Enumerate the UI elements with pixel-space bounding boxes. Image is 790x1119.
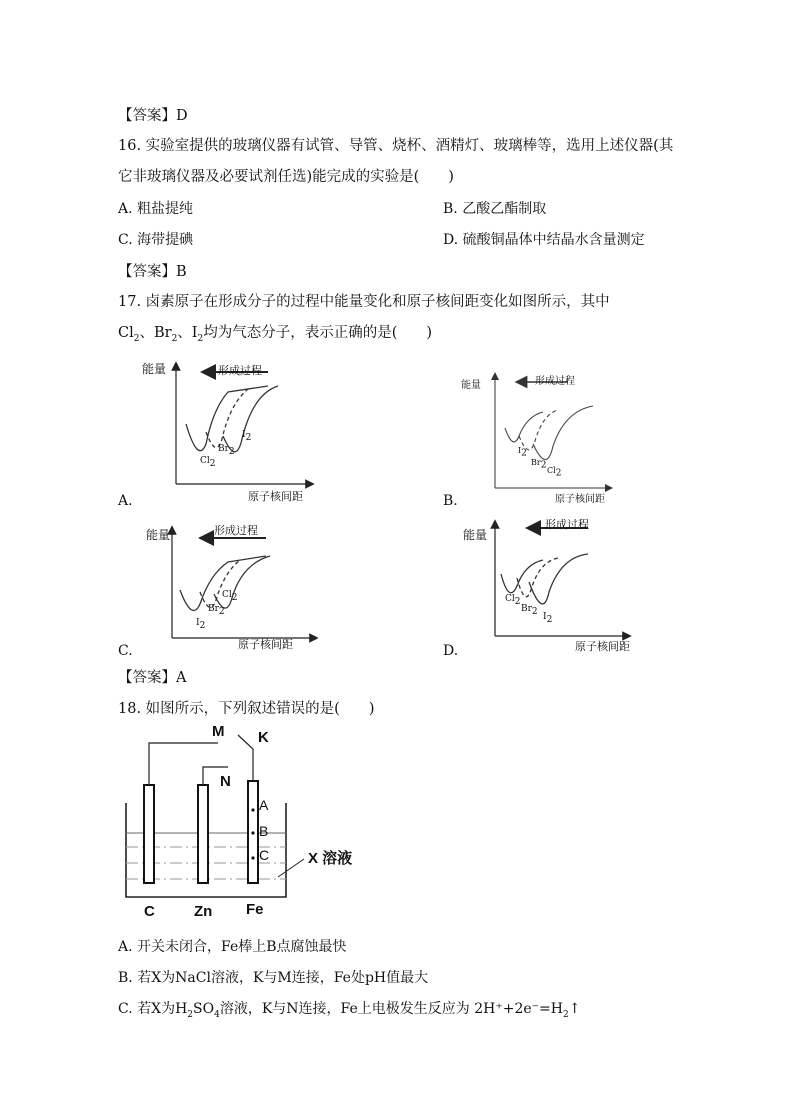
q16-line1: 16. 实验室提供的玻璃仪器有试管、导管、烧杯、酒精灯、玻璃棒等，选用上述仪器(其 xyxy=(118,138,674,154)
label-electrode-fe: Fe xyxy=(246,901,264,918)
q16-answer: 【答案】B xyxy=(118,264,187,280)
graph-b-xlabel: 原子核间距 xyxy=(555,494,605,505)
q18-option-c: C. 若X为$H_2SO_4$溶液，K与N连接，Fe上电极发生反应为 $2H^++2e^-=H_2↑$ xyxy=(118,1001,581,1020)
label-electrode-zn: Zn xyxy=(194,903,213,920)
curve-i2 xyxy=(505,412,543,442)
graph-d-ylabel: 能量 xyxy=(463,528,488,542)
curve-cl2 xyxy=(186,386,268,451)
graph-a-i2: $I_2$ xyxy=(242,430,252,443)
graph-b-i2: $I_2$ xyxy=(518,446,527,459)
switch-k xyxy=(238,735,253,781)
graph-b-arrow-label: 形成过程 xyxy=(535,376,575,387)
electrode-c xyxy=(144,785,154,883)
graph-a-xlabel: 原子核间距 xyxy=(248,490,303,503)
q16-option-b: B. 乙酸乙酯制取 xyxy=(443,201,547,217)
q17-line1: 17. 卤素原子在形成分子的过程中能量变化和原子核间距变化如图所示，其中 xyxy=(118,294,610,310)
electrochem-diagram xyxy=(118,725,438,925)
graph-c-xlabel: 原子核间距 xyxy=(238,638,293,651)
graph-c-ylabel: 能量 xyxy=(146,528,171,542)
graph-a-cl2: $Cl_2$ xyxy=(200,456,216,469)
graph-a xyxy=(118,354,318,504)
curve-br2 xyxy=(519,410,558,450)
graph-c-i2: $I_2$ xyxy=(196,618,206,631)
answer-15: 【答案】D xyxy=(118,108,188,124)
q16-line2: 它非玻璃仪器及必要试剂任选)能完成的实验是( ) xyxy=(118,169,454,185)
graph-c-arrow-label: 形成过程 xyxy=(214,524,258,537)
graph-d-arrow-label: 形成过程 xyxy=(545,518,589,531)
graph-b xyxy=(443,366,613,506)
q17-line2: $Cl_2$、$Br_2$、$I_2$均为气态分子，表示正确的是( ) xyxy=(118,325,433,344)
curve-cl2 xyxy=(533,406,593,460)
graph-d-br2: $Br_2$ xyxy=(521,604,538,617)
label-n: N xyxy=(220,773,231,790)
graph-c-br2: $Br_2$ xyxy=(208,604,225,617)
graph-a-arrow-label: 形成过程 xyxy=(218,364,262,377)
q16-option-a: A. 粗盐提纯 xyxy=(118,201,194,217)
graph-c-cl2: $Cl_2$ xyxy=(222,590,238,603)
graph-d-svg xyxy=(463,512,633,652)
graph-d xyxy=(463,512,633,652)
graph-d-i2: $I_2$ xyxy=(543,612,553,625)
solution-leader xyxy=(278,859,304,877)
label-a: A xyxy=(259,797,269,813)
point-b xyxy=(251,831,254,834)
point-c xyxy=(251,856,254,859)
q17-option-d-label: D. xyxy=(443,643,459,659)
q17-answer: 【答案】A xyxy=(118,670,187,686)
graph-b-cl2: $Cl_2$ xyxy=(547,466,562,479)
q16-option-d: D. 硫酸铜晶体中结晶水含量测定 xyxy=(443,232,645,248)
graph-b-ylabel: 能量 xyxy=(461,380,481,391)
q16-option-c: C. 海带提碘 xyxy=(118,232,194,248)
graph-a-ylabel: 能量 xyxy=(142,362,167,376)
graph-a-br2: $Br_2$ xyxy=(218,444,235,457)
q18-option-a: A. 开关未闭合，Fe棒上B点腐蚀最快 xyxy=(118,939,347,955)
label-k: K xyxy=(258,729,269,746)
graph-b-br2: $Br_2$ xyxy=(531,458,547,471)
label-electrode-c: C xyxy=(144,903,155,920)
wire-m xyxy=(149,743,218,785)
label-m: M xyxy=(212,723,225,740)
q18-line1: 18. 如图所示，下列叙述错误的是( ) xyxy=(118,701,375,717)
graph-c xyxy=(118,518,318,651)
label-b: B xyxy=(259,823,269,839)
label-c-point: C xyxy=(259,847,270,863)
electrochem-svg xyxy=(118,725,438,925)
electrode-zn xyxy=(198,785,208,883)
graph-d-xlabel: 原子核间距 xyxy=(575,640,630,653)
q17-option-b-label: B. xyxy=(443,493,458,509)
q17-option-c-label: C. xyxy=(118,643,133,659)
curve-br2 xyxy=(517,558,558,597)
q17-option-a-label: A. xyxy=(118,493,133,509)
label-solution: X 溶液 xyxy=(308,850,353,867)
graph-d-cl2: $Cl_2$ xyxy=(505,594,521,607)
q18-option-b: B. 若X为NaCl溶液，K与M连接，Fe处pH值最大 xyxy=(118,970,429,986)
point-a xyxy=(251,808,254,811)
